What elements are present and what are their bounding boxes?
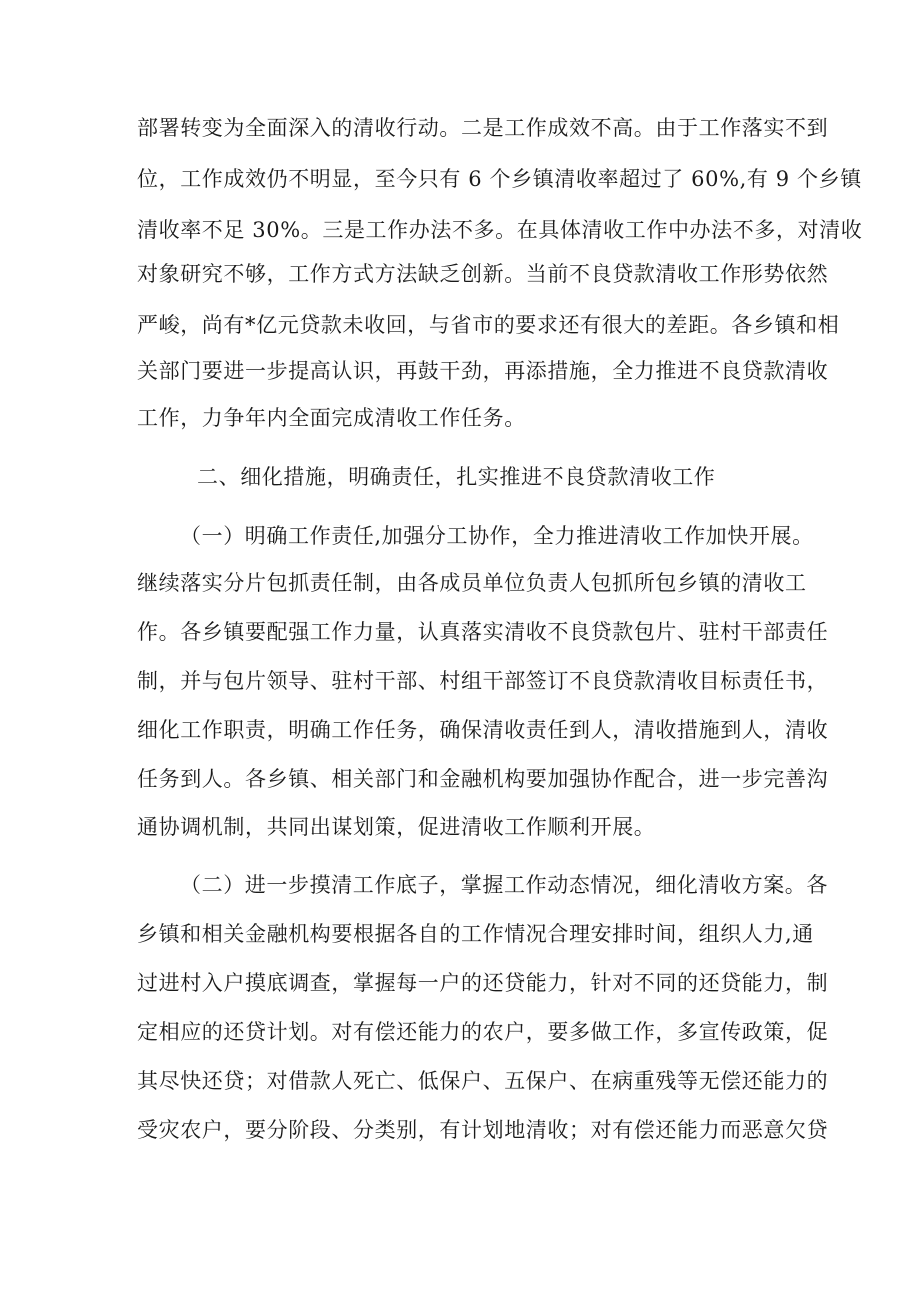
section-heading: 二、细化措施，明确责任，扎实推进不良贷款清收工作 [197, 465, 716, 489]
paragraph-2-line-4: 制，并与包片领导、驻村干部、村组干部签订不良贷款清收目标责任书， [137, 669, 829, 693]
paragraph-2-line-5: 细化工作职责，明确工作任务，确保清收责任到人，清收措施到人，清收 [137, 718, 829, 742]
paragraph-1-line-6: 关部门要进一步提高认识，再鼓干劲，再添措施，全力推进不良贷款清收 [137, 359, 829, 383]
paragraph-2-line-6: 任务到人。各乡镇、相关部门和金融机构要加强协作配合，进一步完善沟 [137, 767, 829, 791]
paragraph-1-line-4: 对象研究不够，工作方式方法缺乏创新。当前不良贷款清收工作形势依然 [137, 262, 829, 286]
paragraph-2-line-2: 继续落实分片包抓责任制，由各成员单位负责人包抓所包乡镇的清收工 [137, 571, 807, 595]
paragraph-3-line-2: 乡镇和相关金融机构要根据各自的工作情况合理安排时间，组织人力,通 [137, 922, 814, 946]
paragraph-2-line-3: 作。各乡镇要配强工作力量，认真落实清收不良贷款包片、驻村干部责任 [137, 620, 829, 644]
paragraph-3-line-1: （二）进一步摸清工作底子，掌握工作动态情况，细化清收方案。各 [180, 873, 828, 897]
paragraph-1-line-2: 位，工作成效仍不明显，至今只有 6 个乡镇清收率超过了 60%,有 9 个乡镇 [137, 167, 862, 191]
paragraph-2-line-7: 通协调机制，共同出谋划策，促进清收工作顺利开展。 [137, 815, 656, 839]
paragraph-1-line-1: 部署转变为全面深入的清收行动。二是工作成效不高。由于工作落实不到 [137, 116, 829, 140]
paragraph-3-line-5: 其尽快还贷；对借款人死亡、低保户、五保户、在病重残等无偿还能力的 [137, 1069, 829, 1093]
paragraph-2-line-1: （一）明确工作责任,加强分工协作，全力推进清收工作加快开展。 [180, 524, 814, 548]
paragraph-3-line-4: 定相应的还贷计划。对有偿还能力的农户，要多做工作，多宣传政策，促 [137, 1020, 829, 1044]
paragraph-1-line-3: 清收率不足 30%。三是工作办法不多。在具体清收工作中办法不多，对清收 [137, 218, 863, 242]
paragraph-1-line-5: 严峻，尚有*亿元贷款未收回，与省市的要求还有很大的差距。各乡镇和相 [137, 313, 840, 337]
paragraph-3-line-3: 过进村入户摸底调查，掌握每一户的还贷能力，针对不同的还贷能力，制 [137, 971, 829, 995]
paragraph-1-line-7: 工作，力争年内全面完成清收工作任务。 [137, 406, 526, 430]
paragraph-3-line-6: 受灾农户，要分阶段、分类别，有计划地清收；对有偿还能力而恶意欠贷 [137, 1118, 829, 1142]
